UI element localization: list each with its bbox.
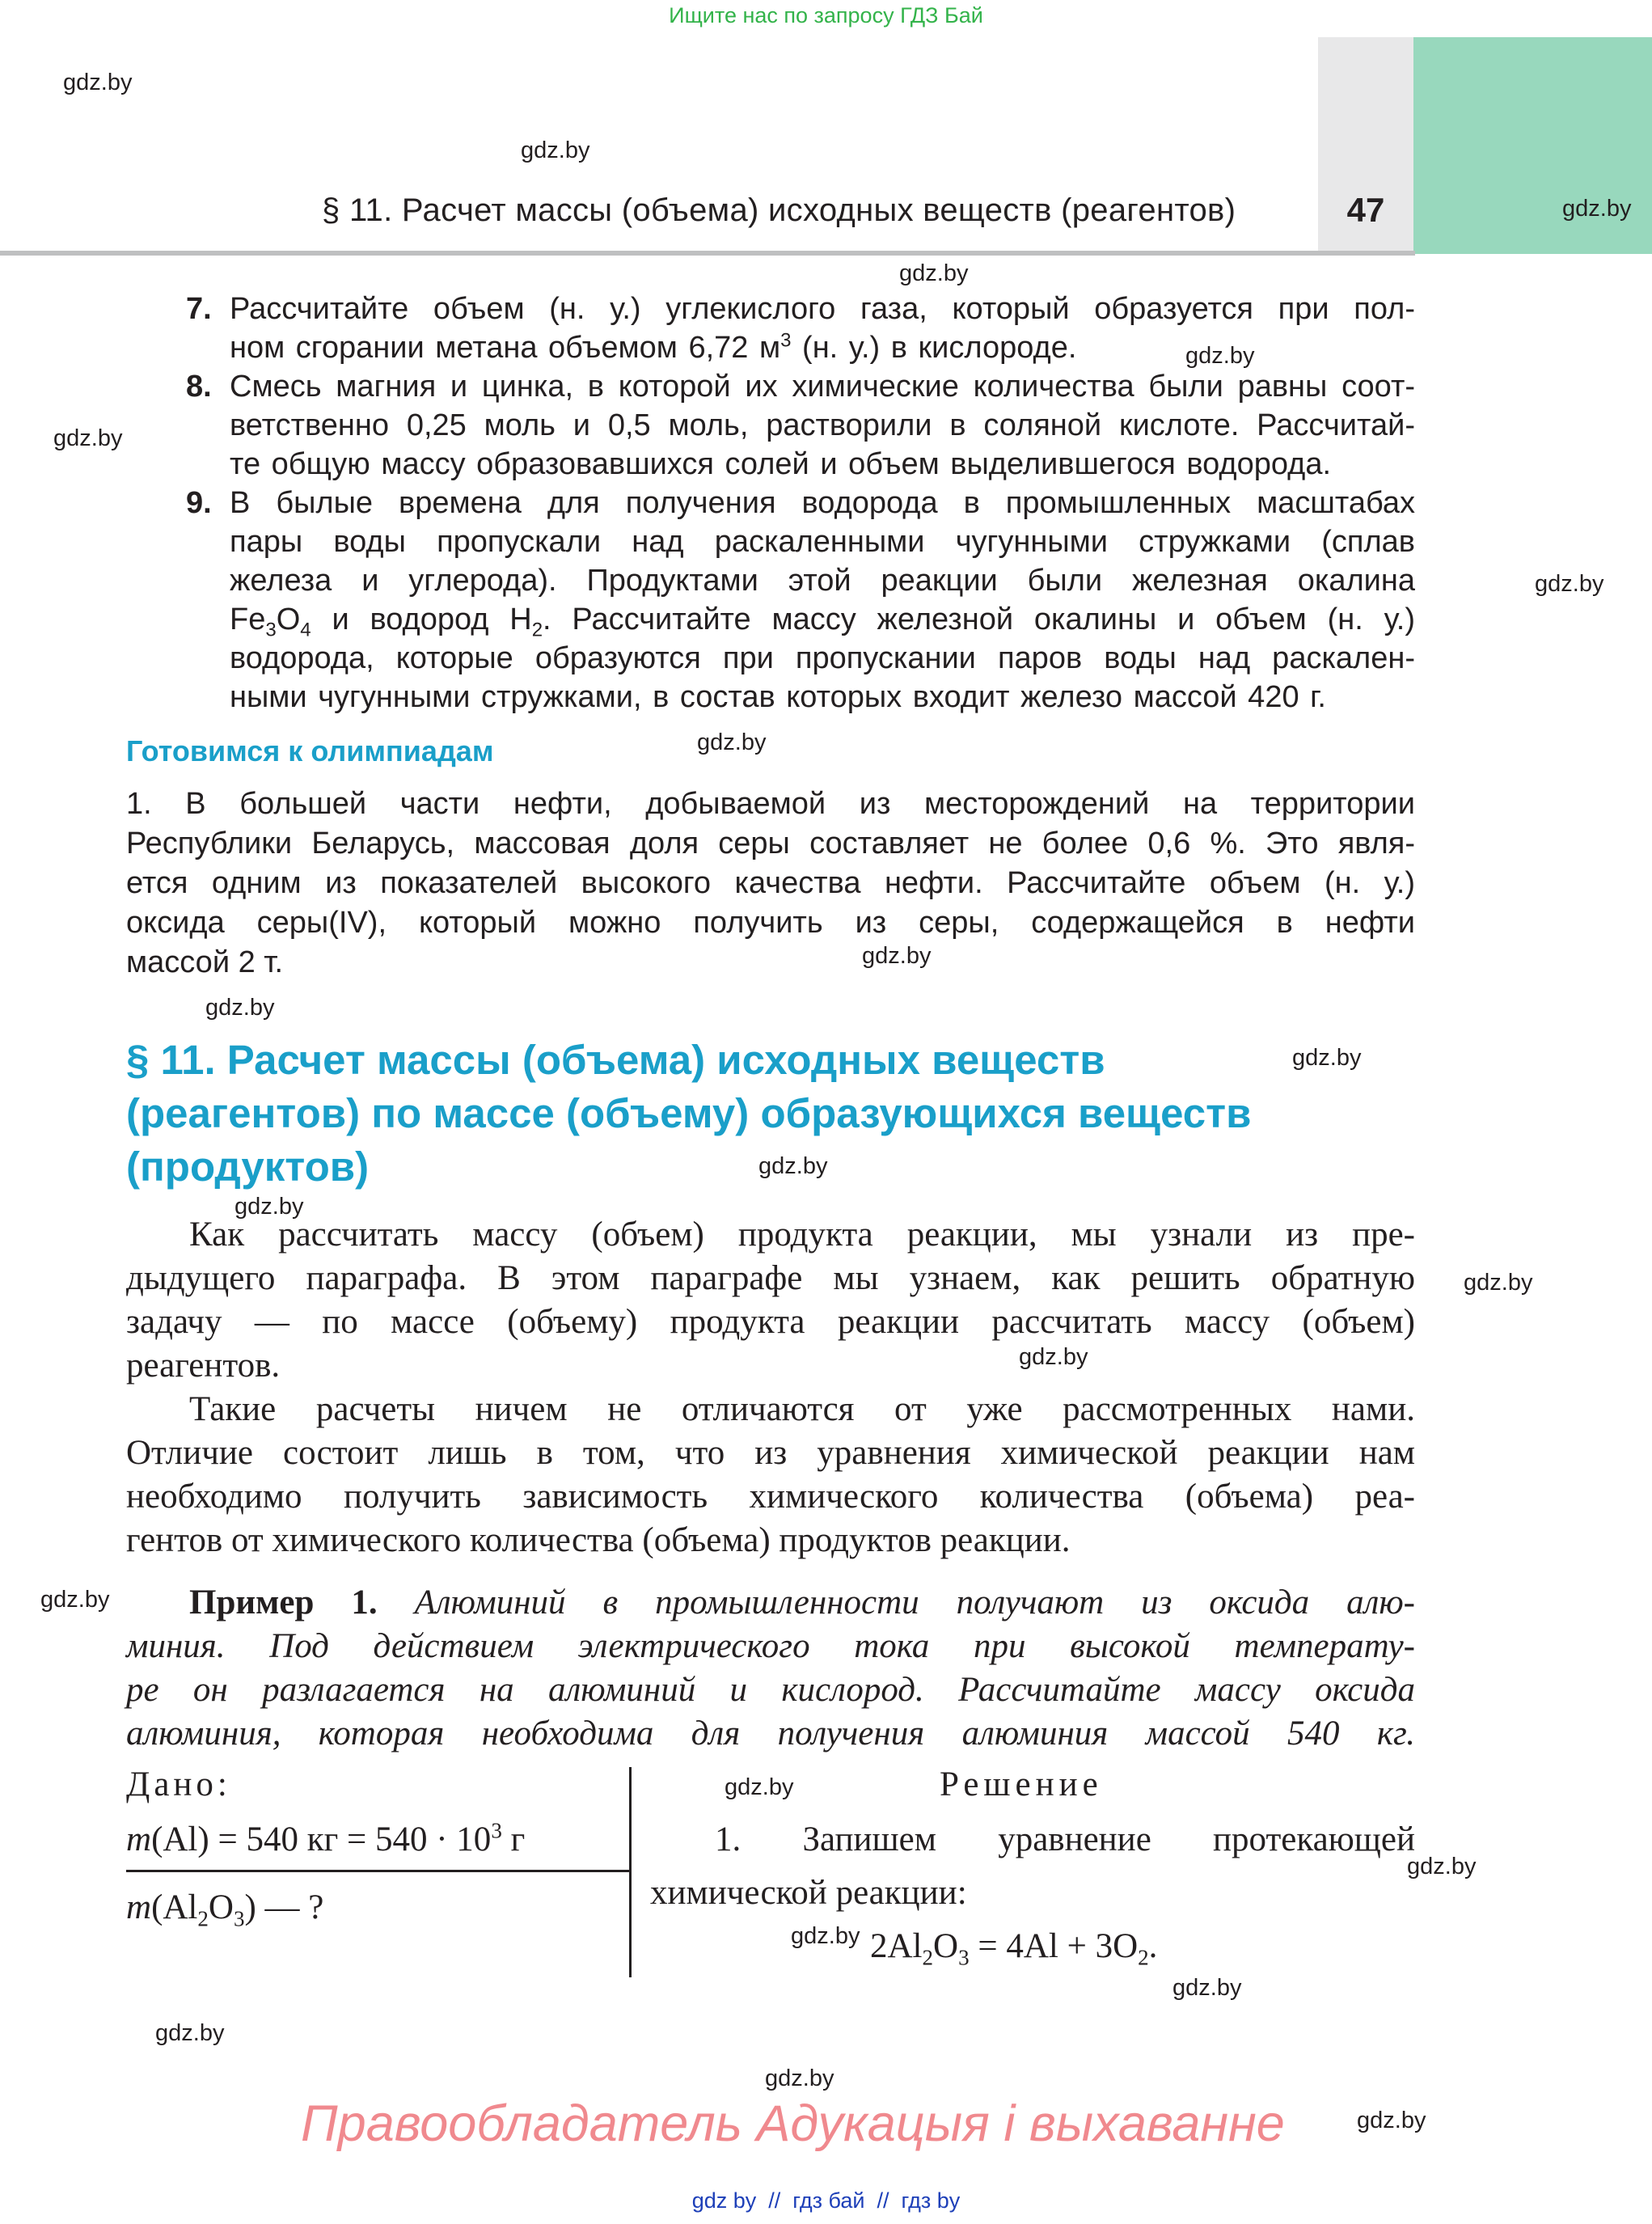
task-line: Рассчитайте объем (н. у.) углекислого газа, который образуется при пол- xyxy=(230,292,1415,326)
body-line: Такие расчеты ничем не отличаются от уже рассмотренных нами. xyxy=(189,1390,1415,1428)
solution-step-line: 1. Запишем уравнение протекающей xyxy=(715,1820,1415,1858)
task-1 xyxy=(188,367,1415,484)
watermark: gdz.by xyxy=(1535,571,1604,597)
body-line: реагентов. xyxy=(126,1347,281,1385)
watermark: gdz.by xyxy=(697,729,767,755)
body-line: задачу — по массе (объему) продукта реакции рассчитать массу (объем) xyxy=(126,1303,1415,1341)
section-title xyxy=(126,1034,1339,1194)
olympiad-line: 1. В большей части нефти, добываемой из месторождений на территории xyxy=(126,787,1415,821)
running-head: § 11. Расчет массы (объема) исходных веществ (реагентов) xyxy=(322,192,1236,228)
olympiad-line: оксида серы(IV), который можно получить из серы, содержащейся в нефти xyxy=(126,906,1415,940)
example-line xyxy=(189,1581,1415,1625)
watermark: gdz.by xyxy=(1562,196,1632,222)
given-divider-horizontal xyxy=(126,1870,632,1872)
watermark: gdz.by xyxy=(234,1194,304,1220)
olympiad-line: ется одним из показателей высокого качества нефти. Рассчитайте объем (н. у.) xyxy=(126,866,1415,900)
given-mass-al: m(Al) = 540 кг = $540 \cdot 10^3$ г xyxy=(126,1818,526,1858)
example-text: Алюминий в промышленности получают из оксида алю- xyxy=(414,1583,1416,1621)
task-number: 8. xyxy=(186,370,212,404)
solution-label: Решение xyxy=(940,1765,1103,1803)
header-rule xyxy=(0,251,1415,256)
body-line: Как рассчитать массу (объем) продукта реакции, мы узнали из пре- xyxy=(189,1216,1415,1254)
watermark: gdz.by xyxy=(1292,1045,1362,1071)
watermark: gdz.by xyxy=(1172,1975,1242,2001)
section-title-line: (реагентов) по массе (объему) образующихся веществ xyxy=(126,1090,1252,1136)
watermark: gdz.by xyxy=(765,2065,834,2091)
watermark: gdz.by xyxy=(899,260,969,286)
example-line xyxy=(126,1712,1415,1756)
olympiad-heading: Готовимся к олимпиадам xyxy=(126,734,494,767)
body-line: дыдущего параграфа. В этом параграфе мы узнаем, как решить обратную xyxy=(126,1259,1415,1297)
body-line: необходимо получить зависимость химического количества (объема) реа- xyxy=(126,1478,1415,1516)
watermark: gdz.by xyxy=(521,137,590,163)
watermark: gdz.by xyxy=(53,425,123,451)
page-number: 47 xyxy=(1346,191,1385,229)
olympiad-line: массой 2 т. xyxy=(126,945,284,979)
task-line: В былые времена для получения водорода в промышленных масштабах xyxy=(230,486,1415,520)
section-title-line: (продуктов) xyxy=(126,1144,370,1190)
body-line: Отличие состоит лишь в том, что из уравнения химической реакции нам xyxy=(126,1434,1415,1472)
watermark: gdz.by xyxy=(63,70,133,95)
task-line: пары воды пропускали над раскаленными чугунными стружками (сплав xyxy=(230,525,1415,559)
task-line: водорода, которые образуются при пропускании паров воды над раскален- xyxy=(230,641,1415,675)
task-number: 7. xyxy=(186,292,212,326)
example-text: миния. Под действием электрического тока при высокой температу- xyxy=(126,1627,1415,1665)
example-text: ре он разлагается на алюминий и кислород. Рассчитайте массу оксида xyxy=(126,1671,1415,1709)
watermark: gdz.by xyxy=(205,995,275,1021)
example-text: алюминия, которая необходима для получения алюминия массой 540 кг. xyxy=(126,1715,1415,1753)
top-banner: Ищите нас по запросу ГДЗ Бай xyxy=(669,3,983,27)
task-line: $Fe_3O_4$ и водород $H_2$. Рассчитайте массу железной окалины и объем (н. у.) xyxy=(230,603,1415,641)
watermark: gdz.by xyxy=(1019,1344,1088,1370)
footer-links: gdz by // гдз бай // гдз by xyxy=(691,2188,961,2213)
watermark: gdz.by xyxy=(1357,2108,1426,2133)
task-line: ными чугунными стружками, в состав которых входит железо массой 420 г. xyxy=(230,680,1326,714)
task-line: ветственно 0,25 моль и 0,5 моль, растворили в соляной кислоте. Рассчитай- xyxy=(230,408,1415,442)
watermark: gdz.by xyxy=(791,1923,860,1949)
example-label: Пример 1. xyxy=(189,1583,378,1621)
solution-step-line: химической реакции: xyxy=(650,1874,967,1912)
task-2 xyxy=(188,484,1415,717)
reaction-equation: $2Al_2O_3 = 4Al + 3O_2$. xyxy=(870,1927,1158,1970)
section-title-line: § 11. Расчет массы (объема) исходных веществ xyxy=(126,1037,1105,1083)
example-line xyxy=(126,1625,1415,1668)
watermark: gdz.by xyxy=(725,1774,794,1800)
given-divider-vertical xyxy=(629,1767,632,1977)
body-line: гентов от химического количества (объема) продуктов реакции. xyxy=(126,1521,1071,1559)
copyright-notice: Правообладатель Адукацыя і выхаванне xyxy=(301,2095,1285,2152)
task-line: те общую массу образовавшихся солей и объем выделившегося водорода. xyxy=(230,447,1332,481)
example-line xyxy=(126,1668,1415,1712)
watermark: gdz.by xyxy=(1185,343,1255,369)
task-line: железа и углерода). Продуктами этой реакции были железная окалина xyxy=(230,564,1415,598)
olympiad-line: Республики Беларусь, массовая доля серы составляет не более 0,6 %. Это явля- xyxy=(126,827,1415,860)
given-find: $m(Al_2O_3)$ — ? xyxy=(126,1888,324,1931)
task-line: Смесь магния и цинка, в которой их химические количества были равны соот- xyxy=(230,370,1415,404)
watermark: gdz.by xyxy=(40,1587,110,1613)
task-number: 9. xyxy=(186,486,212,520)
given-label: Дано: xyxy=(126,1765,231,1803)
task-line: ном сгорании метана объемом 6,72 $м^3$ (н. у.) в кислороде. xyxy=(230,329,1077,365)
watermark: gdz.by xyxy=(862,943,932,969)
watermark: gdz.by xyxy=(1407,1854,1477,1879)
watermark: gdz.by xyxy=(155,2020,225,2046)
watermark: gdz.by xyxy=(758,1153,828,1179)
watermark: gdz.by xyxy=(1464,1270,1533,1296)
